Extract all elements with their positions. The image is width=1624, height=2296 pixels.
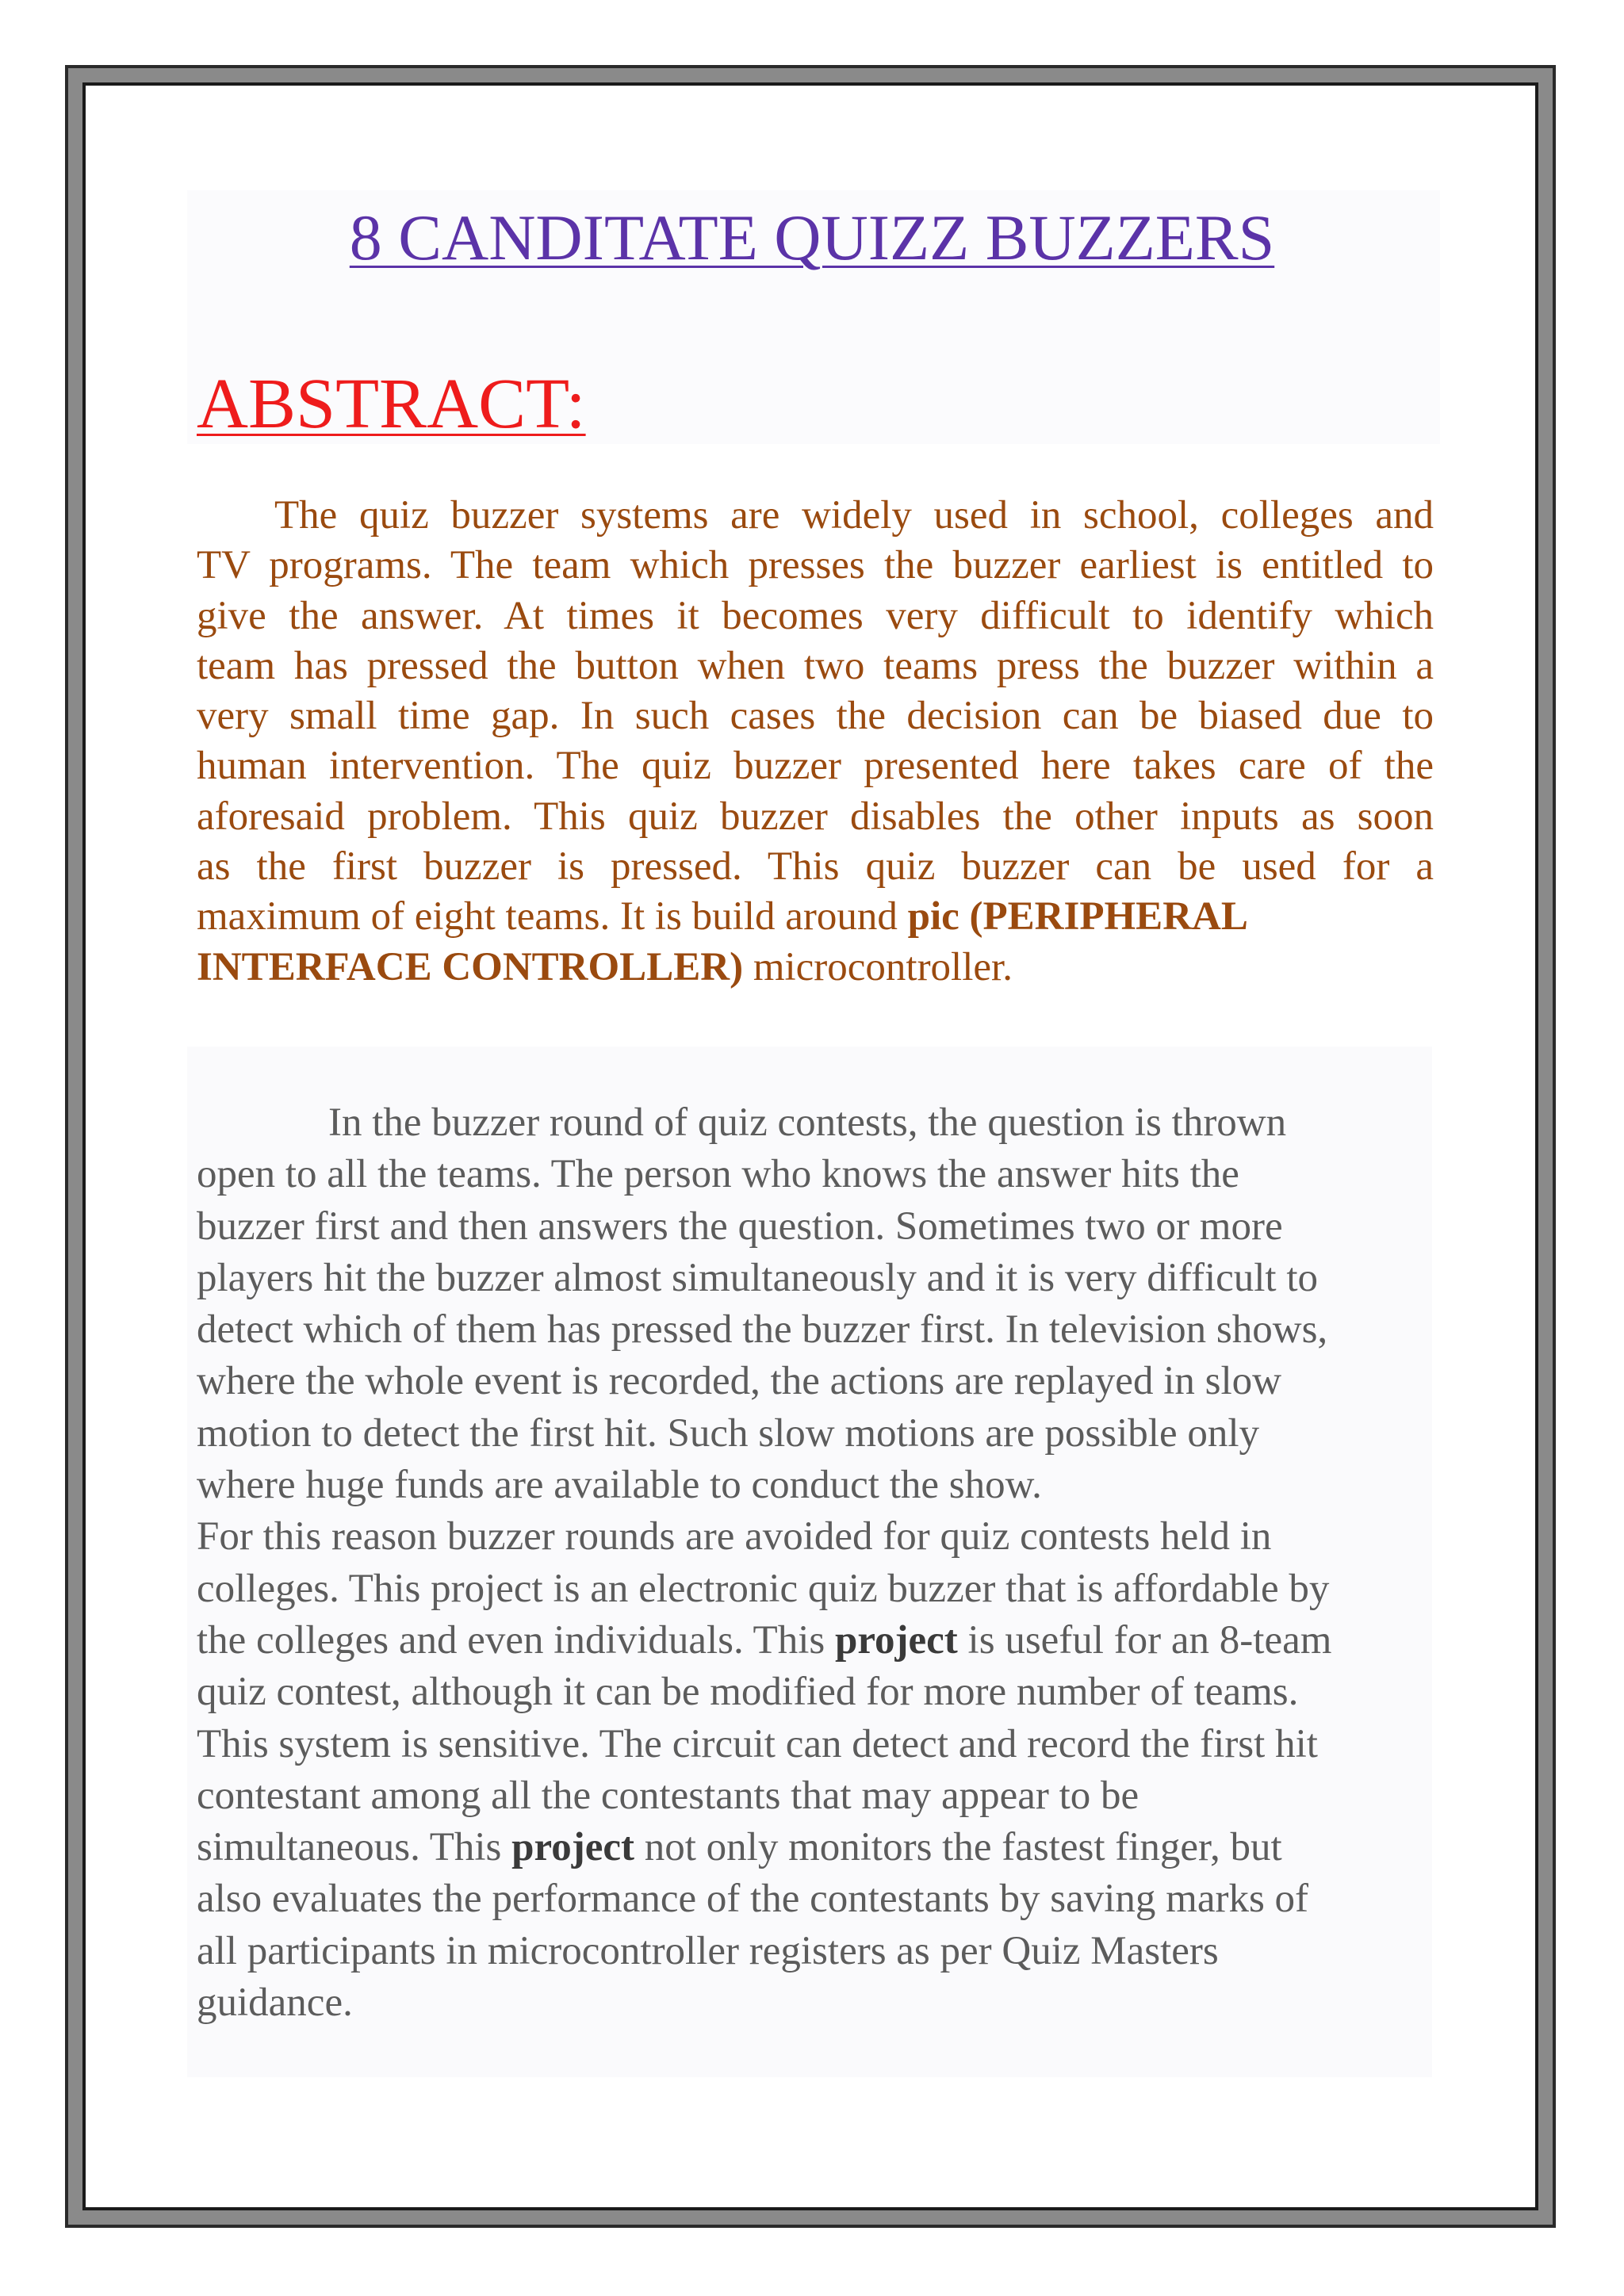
text-line: [197, 892, 1434, 942]
text-line: where the whole event is recorded, the actions are replayed in slow: [197, 1359, 1281, 1404]
line-text: microcontroller.: [743, 944, 1013, 989]
text-line: This system is sensitive. The circuit can detect and record the first hit: [197, 1721, 1318, 1766]
text-line: The quiz buzzer systems are widely used in school, colleges and: [274, 493, 1434, 538]
line-text: the colleges and even individuals. This: [197, 1617, 835, 1663]
text-line: [197, 943, 1434, 993]
line-text: simultaneous. This: [197, 1825, 512, 1870]
abstract-paragraph: [197, 491, 1434, 993]
text-line: contestant among all the contestants that may appear to be: [197, 1773, 1139, 1818]
text-line: very small time gap. In such cases the decision can be biased due to: [197, 694, 1434, 739]
document-title: 8 CANDITATE QUIZZ BUZZERS: [349, 201, 1275, 274]
text-line: as the first buzzer is pressed. This quiz buzzer can be used for a: [197, 844, 1434, 890]
text-line: open to all the teams. The person who knows the answer hits the: [197, 1152, 1239, 1197]
line-text: is useful for an 8-team: [957, 1617, 1332, 1663]
text-line: where huge funds are available to conduct the show.: [197, 1463, 1042, 1508]
text-line: TV programs. The team which presses the buzzer earliest is entitled to: [197, 543, 1434, 588]
abstract-heading: ABSTRACT:: [197, 365, 586, 443]
body-paragraph: [197, 1097, 1434, 2029]
emphasis-text: project: [511, 1825, 634, 1870]
emphasis-text: INTERFACE CONTROLLER): [197, 944, 744, 989]
emphasis-text: pic (PERIPHERAL: [907, 894, 1248, 939]
text-line: [197, 1822, 1434, 1873]
text-line: guidance.: [197, 1980, 353, 2026]
text-line: [197, 1615, 1434, 1667]
text-line: also evaluates the performance of the contestants by saving marks of: [197, 1877, 1309, 1922]
text-line: colleges. This project is an electronic quiz buzzer that is affordable by: [197, 1566, 1330, 1611]
text-line: motion to detect the first hit. Such slow motions are possible only: [197, 1410, 1260, 1456]
line-text: maximum of eight teams. It is build around: [197, 894, 908, 939]
text-line: In the buzzer round of quiz contests, the question is thrown: [328, 1100, 1287, 1145]
text-line: players hit the buzzer almost simultaneously and it is very difficult to: [197, 1255, 1319, 1300]
text-line: all participants in microcontroller registers as per Quiz Masters: [197, 1928, 1219, 1973]
text-line: quiz contest, although it can be modified for more number of teams.: [197, 1670, 1299, 1715]
text-line: detect which of them has pressed the buzzer first. In television shows,: [197, 1307, 1328, 1353]
text-line: human intervention. The quiz buzzer presented here takes care of the: [197, 744, 1434, 789]
text-line: For this reason buzzer rounds are avoided for quiz contests held in: [197, 1514, 1272, 1559]
text-line: aforesaid problem. This quiz buzzer disables the other inputs as soon: [197, 794, 1434, 839]
text-line: give the answer. At times it becomes very difficult to identify which: [197, 593, 1434, 638]
emphasis-text: project: [834, 1617, 958, 1663]
text-line: team has pressed the button when two teams press the buzzer within a: [197, 643, 1434, 688]
text-line: buzzer first and then answers the question. Sometimes two or more: [197, 1203, 1283, 1249]
line-text: not only monitors the fastest finger, but: [634, 1825, 1282, 1870]
